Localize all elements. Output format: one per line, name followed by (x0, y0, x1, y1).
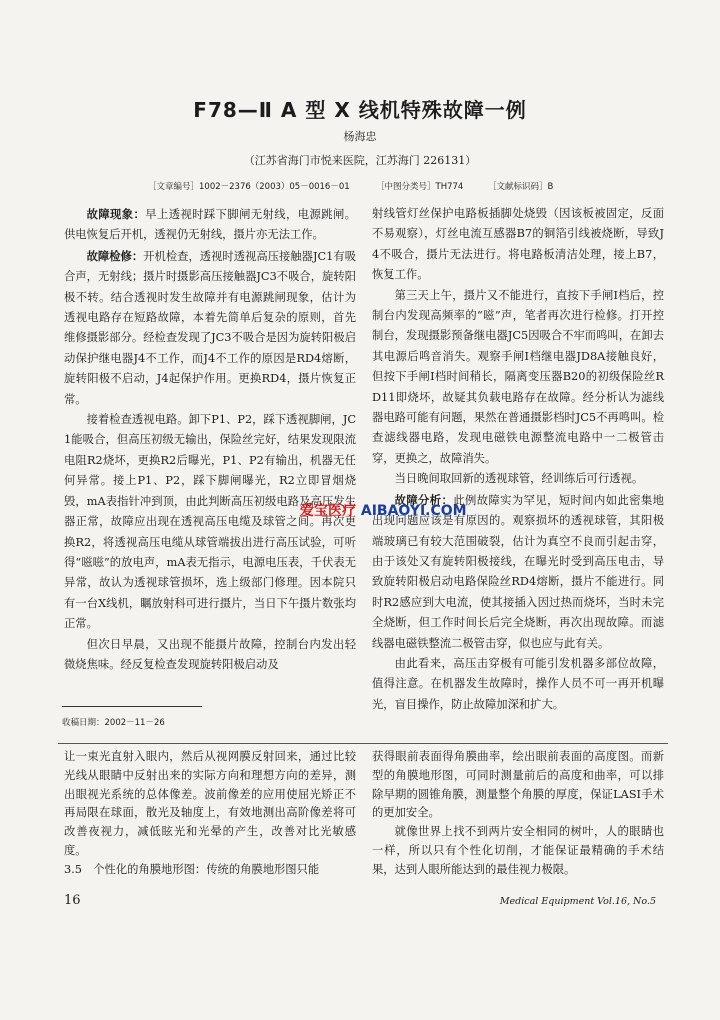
paragraph-text: 早上透视时踩下脚闸无射线，电源跳闸。供电恢复后开机，透视仍无射线，摄片亦无法工作。 (64, 208, 356, 242)
paragraph (372, 823, 664, 879)
paragraph (64, 246, 356, 410)
continued-right-column (372, 748, 664, 880)
paragraph-label: 故障检修： (86, 248, 144, 263)
paragraph (372, 654, 664, 715)
paragraph-text: 此例故障实为罕见，短时间内如此密集地出现问题应该是有原因的。观察损坏的透视球管，其阳极端玻璃已有较大范围破裂，估计为真空不良而引起击穿，由于该处又有旋转阳极接线，在曝光时受到高压电击，导致旋转阳极启动电路保险丝RD4熔断，摄片不能进行。同时R2感应到大电流，使其接插入因过热而烧坏，当时未完全烧断，但工作时间长后完全烧断，再次出现故障。而滤线器电磁铁整流二极管击穿，似也应与此有关。 (372, 493, 664, 650)
paragraph (372, 469, 664, 489)
document-code: ［文献标识码］B (488, 182, 554, 192)
watermark-cn: 爱宝医疗 (300, 503, 356, 519)
affiliation: （江苏省海门市悦来医院，江苏海门 226131） (243, 154, 477, 167)
footnote-rule (62, 706, 202, 707)
paragraph (372, 286, 664, 470)
article-title: F78—Ⅱ A 型 X 线机特殊故障一例 (193, 98, 527, 122)
paragraph (64, 635, 356, 676)
paragraph-label: 故障分析： (394, 492, 454, 507)
paragraph-text: 射线管灯丝保护电路板插脚处烧毁（因该板被固定，反面不易观察），灯丝电流互感器B7的铜箔引线被烧断，导致J4不吸合，摄片无法进行。将电路板清洁处理，接上B7，恢复工作。 (372, 207, 664, 282)
author-name: 杨海忠 (343, 130, 377, 143)
paragraph-text: 但次日早晨，又出现不能摄片故障，控制台内发出轻微烧焦味。经反复检查发现旋转阳极启动及 (64, 637, 356, 671)
paragraph-text: 当日晚间取回新的透视球管，经训练后可行透视。 (394, 472, 644, 486)
journal-footer: Medical Equipment Vol.16, No.5 (499, 896, 656, 907)
paragraph (64, 748, 356, 861)
article-right-column (372, 204, 664, 715)
article-left-column (64, 204, 356, 675)
paragraph (372, 204, 664, 286)
paragraph-text: 由此看来，高压击穿极有可能引发机器多部位故障，值得注意。在机器发生故障时，操作人员不可一再开机曝光，盲目操作，防止故障加深和扩大。 (372, 656, 664, 711)
watermark-en: AIBAOYI.COM (360, 503, 467, 519)
paragraph (64, 410, 356, 634)
classification-number: ［中图分类号］TH774 (376, 182, 464, 192)
article-end-rule (58, 743, 668, 744)
paragraph-text: 接着检查透视电路。卸下P1、P2，踩下透视脚闸，JC1能吸合，但高压初级无输出，保险丝完好，结果发现限流电阻R2烧坏，更换R2后曝光，P1、P2有输出，机器无任何异常。接上P1、P2，踩下脚闸曝光，R2立即冒烟烧毁，mA表指针冲到顶，由此判断高压初级电路及高压发生器正常，故障应出现在透视高压电缆及球管之间。再次更换R2，将透视高压电缆从球管端拔出进行高压试验，可听得“嗞嗞”的放电声，mA表无指示，电源电压表，千伏表无异常，故认为透视球管损坏，选上级部门修理。因本院只有一台X线机，瞩放射科可进行摄片，当日下午摄片数张均正常。 (64, 413, 356, 631)
page-number: 16 (64, 893, 81, 908)
paragraph-text: 3.5 个性化的角膜地形图：传统的角膜地形图只能 (64, 862, 320, 876)
paragraph-label: 故障现象： (86, 207, 146, 221)
paragraph (64, 861, 356, 880)
continued-left-column (64, 748, 356, 880)
paragraph-text: 让一束光直射入眼内，然后从视网膜反射回来，通过比较光线从眼睛中反射出来的实际方向和理想方向的差异，测出眼视光系统的总体像差。波前像差的应用使屈光矫正不再局限在球面，散光及轴度上，有效地测出高阶像差将可改善夜视力，减低眩光和光晕的产生，改善对比光敏感度。 (64, 750, 356, 857)
article-number: ［文章编号］1002－2376（2003）05－0016－01 (148, 182, 350, 192)
paragraph-text: 开机检查，透视时透视高压接触器JC1有吸合声，无射线；摄片时摄影高压接触器JC3不吸合，旋转阳极不转。结合透视时发生故障并有电源跳闸现象，估计为透视电路存在短路故障，本着先简单后复杂的原则，首先维修摄影部分。经检查发现了JC3不吸合是因为旋转阳极启动保护继电器J4不工作，而J4不工作的原因是RD4熔断，旋转阳极不启动，J4起保护作用。更换RD4，摄片恢复正常。 (64, 249, 356, 406)
paragraph-text: 第三天上午，摄片又不能进行，直按下手闸I档后，控制台内发现高频率的“嗞”声，笔者再次进行检修。打开控制台，发现摄影预备继电器JC5因吸合不牢而鸣叫，在卸去其电源后鸣音消失。观察手闸I档继电器JD8A接触良好，但按下手闸I档时间稍长，隔离变压器B20的初级保险丝RD11即烧坏，故疑其负载电路存在故障。经分析认为滤线器电路可能有问题，果然在普通摄影档时JC5不再鸣叫。检查滤线器电路，发现电磁铁电源整流电路中一二极管击穿，更换之，故障消失。 (372, 288, 664, 465)
received-date: 收稿日期：2002－11－26 (62, 718, 165, 728)
paragraph (64, 204, 356, 246)
watermark-logo (300, 500, 467, 520)
paragraph (372, 748, 664, 823)
paragraph-text: 就像世界上找不到两片安全相同的树叶，人的眼睛也一样，所以只有个性化切削，才能保证最精确的手术结果，达到人眼所能达到的最佳视力极限。 (372, 825, 664, 876)
paragraph-text: 获得眼前表面得角膜曲率，绘出眼前表面的高度图。而新型的角膜地形图，可同时测量前后的高度和曲率，可以排除早期的圆锥角膜，测量整个角膜的厚度，保证LASI手术的更加安全。 (372, 750, 664, 820)
